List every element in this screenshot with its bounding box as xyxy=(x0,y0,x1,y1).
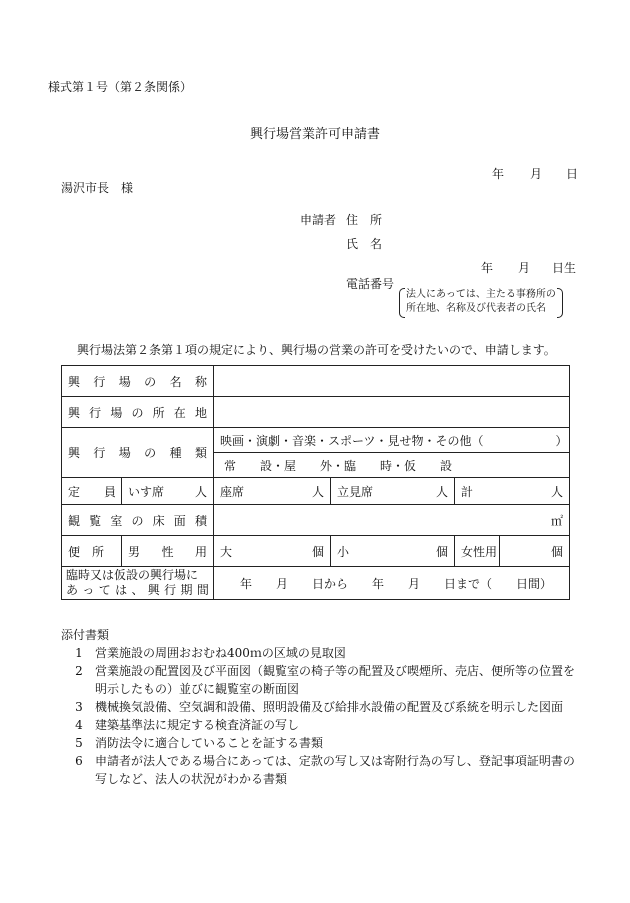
address-label: 住 所 xyxy=(346,213,383,227)
capacity-label: 定 員 xyxy=(62,478,122,505)
large-toilet-cell[interactable]: 大 個 xyxy=(214,536,331,567)
seated-cell[interactable]: 座席 人 xyxy=(214,478,331,505)
phone-label: 電話番号 xyxy=(346,277,395,291)
birth-month-label: 月 xyxy=(518,261,531,275)
birth-day-label: 日生 xyxy=(552,261,577,275)
venue-location-label: 興 行 場 の 所 在 地 xyxy=(62,397,214,428)
date-year-label: 年 xyxy=(492,167,505,181)
birth-year-label: 年 xyxy=(481,261,494,275)
date-month-label: 月 xyxy=(530,167,543,181)
attachments-heading: 添付書類 xyxy=(61,628,110,642)
total-cell[interactable]: 計 人 xyxy=(455,478,570,505)
venue-name-label: 興 行 場 の 名 称 xyxy=(62,366,214,397)
venue-location-field[interactable] xyxy=(214,397,570,428)
toilet-label: 便 所 xyxy=(62,536,122,567)
venue-type-genre[interactable]: 映画・演劇・音楽・スポーツ・見せ物・その他（ ） xyxy=(214,428,570,453)
list-item: 3 機械換気設備、空気調和設備、照明設備及び給排水設備の配置及び系統を明示した図面 xyxy=(75,700,564,714)
period-label: 臨時又は仮設の興行場に あ っ て は 、 興 行 期 間 xyxy=(62,567,214,600)
applicant-label: 申請者 xyxy=(300,213,337,227)
form-number: 様式第１号（第２条関係） xyxy=(48,80,193,94)
right-bracket xyxy=(557,288,563,318)
addressee: 湯沢市長 様 xyxy=(61,181,134,195)
page-title: 興行場営業許可申請書 xyxy=(249,127,380,142)
corporate-note-line1: 法人にあっては、主たる事務所の xyxy=(406,289,556,300)
floor-area-label: 観 覧 室 の 床 面 積 xyxy=(62,505,214,536)
corporate-note xyxy=(399,288,563,316)
name-label: 氏 名 xyxy=(346,237,383,251)
venue-name-field[interactable] xyxy=(214,366,570,397)
left-bracket xyxy=(399,288,405,318)
list-item: 5 消防法令に適合していることを証する書類 xyxy=(75,736,324,750)
male-toilet-label: 男 性 用 xyxy=(122,536,214,567)
venue-type-form[interactable]: 常 設・屋 外・臨 時・仮 設 xyxy=(214,453,570,478)
period-field[interactable]: 年 月 日から 年 月 日まで（ 日間） xyxy=(214,567,570,600)
list-item: 1 営業施設の周囲おおむね400ｍの区域の見取図 xyxy=(75,646,346,660)
chair-seats-cell: いす席 人 xyxy=(122,478,214,505)
floor-area-field[interactable]: ㎡ xyxy=(214,505,570,536)
list-item: 6 申請者が法人である場合にあっては、定款の写し又は寄附行為の写し、登記事項証明書の写しなど、法人の状況がわかる書類 xyxy=(75,754,575,786)
female-toilet-cell[interactable]: 個 xyxy=(500,536,570,567)
standing-cell[interactable]: 立見席 人 xyxy=(331,478,455,505)
attachments xyxy=(63,626,583,788)
venue-type-label: 興 行 場 の 種 類 xyxy=(62,428,214,478)
date-day-label: 日 xyxy=(566,167,579,181)
small-toilet-cell[interactable]: 小 個 xyxy=(331,536,455,567)
list-item: 2 営業施設の配置図及び平面図（観覧室の椅子等の配置及び喫煙所、売店、便所等の位置を明示したもの）並びに観覧室の断面図 xyxy=(75,664,576,696)
intro-text: 興行場法第２条第１項の規定により、興行場の営業の許可を受けたいので、申請します。 xyxy=(77,343,556,357)
corporate-note-line2: 所在地、名称及び代表者の氏名 xyxy=(406,303,546,314)
list-item: 4 建築基準法に規定する検査済証の写し xyxy=(75,718,300,732)
female-toilet-label: 女性用 xyxy=(455,536,500,567)
application-table xyxy=(61,365,570,600)
